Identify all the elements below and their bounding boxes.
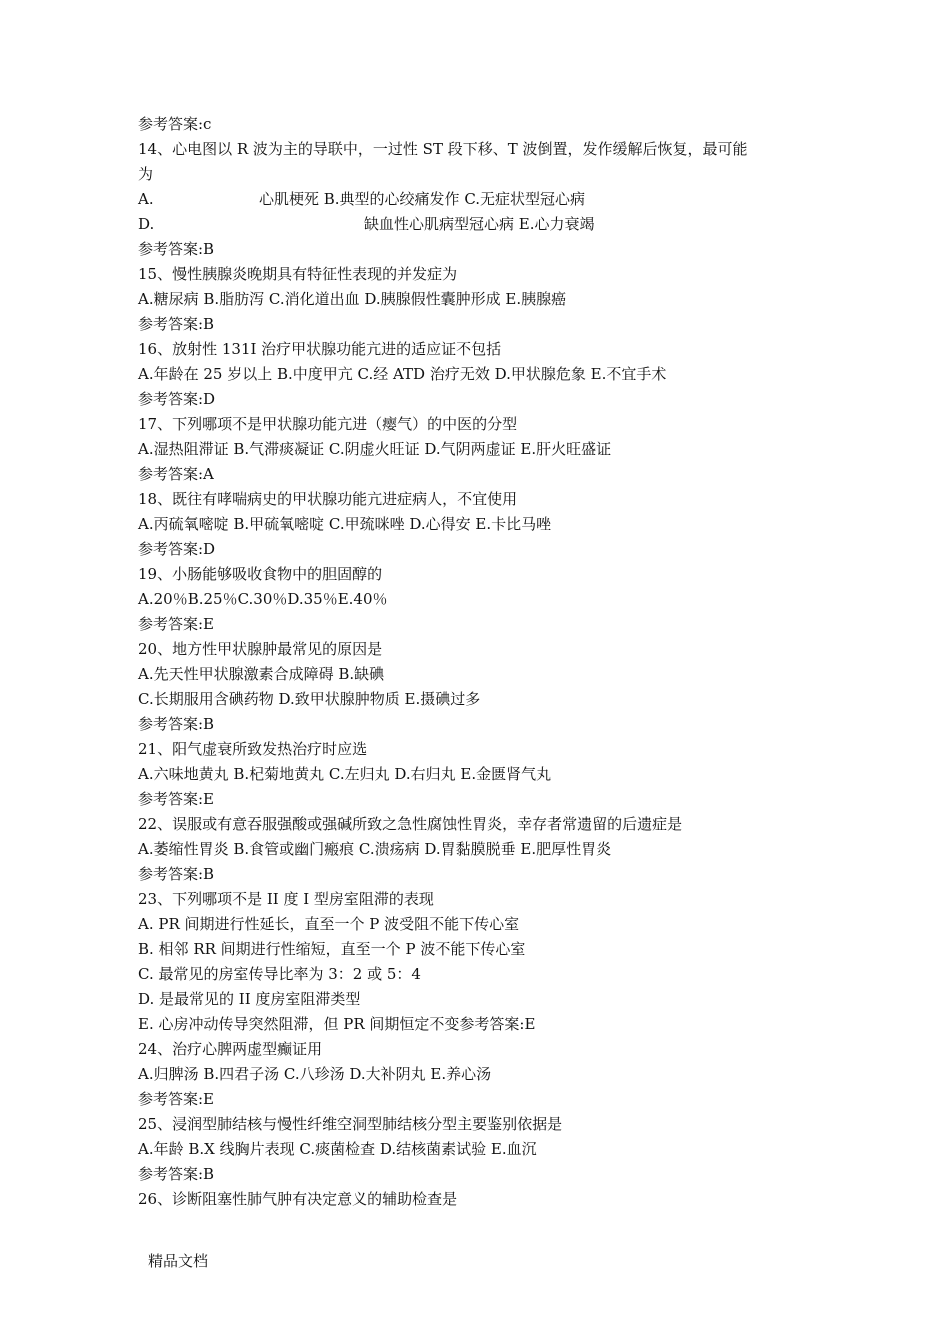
- footer-watermark: 精品文档: [148, 1252, 209, 1270]
- question-23-option-e: E. 心房冲动传导突然阻滞，但 PR 间期恒定不变参考答案:E: [138, 1015, 536, 1033]
- question-17-options: A.湿热阻滞证 B.气滞痰凝证 C.阴虚火旺证 D.气阴两虚证 E.肝火旺盛证: [138, 440, 612, 458]
- question-18-options: A.丙硫氧嘧啶 B.甲硫氧嘧啶 C.甲巯咪唑 D.心得安 E.卡比马唑: [138, 515, 552, 533]
- answer-line: 参考答案:D: [138, 390, 216, 408]
- question-16-options: A.年龄在 25 岁以上 B.中度甲亢 C.经 ATD 治疗无效 D.甲状腺危象 E.不宜手术: [138, 365, 667, 383]
- question-14-options-a: [138, 187, 818, 212]
- question-23-option-c: C. 最常见的房室传导比率为 3：2 或 5：4: [138, 965, 421, 983]
- question-24: 24、治疗心脾两虚型癫证用: [138, 1040, 323, 1058]
- answer-line: 参考答案:B: [138, 315, 215, 333]
- question-23-option-a: A. PR 间期进行性延长，直至一个 P 波受阻不能下传心室: [138, 915, 520, 933]
- question-21-options: A.六味地黄丸 B.杞菊地黄丸 C.左归丸 D.右归丸 E.金匮肾气丸: [138, 765, 552, 783]
- answer-line: 参考答案:B: [138, 1165, 215, 1183]
- question-15-options: A.糖尿病 B.脂肪泻 C.消化道出血 D.胰腺假性囊肿形成 E.胰腺癌: [138, 290, 567, 308]
- question-25-options: A.年龄 B.X 线胸片表现 C.痰菌检查 D.结核菌素试验 E.血沉: [138, 1140, 537, 1158]
- question-20: 20、地方性甲状腺肿最常见的原因是: [138, 640, 383, 658]
- question-17: 17、下列哪项不是甲状腺功能亢进（瘿气）的中医的分型: [138, 415, 518, 433]
- question-14-options-d: [138, 212, 818, 237]
- answer-line: 参考答案:B: [138, 240, 215, 258]
- answer-line: 参考答案:D: [138, 540, 216, 558]
- answer-line: 参考答案:E: [138, 615, 215, 633]
- answer-line: 参考答案:c: [138, 115, 212, 133]
- question-24-options: A.归脾汤 B.四君子汤 C.八珍汤 D.大补阴丸 E.养心汤: [138, 1065, 492, 1083]
- question-15: 15、慢性胰腺炎晚期具有特征性表现的并发症为: [138, 265, 458, 283]
- question-25: 25、浸润型肺结核与慢性纤维空洞型肺结核分型主要鉴别依据是: [138, 1115, 563, 1133]
- answer-line: 参考答案:E: [138, 1090, 215, 1108]
- question-22: 22、误服或有意吞服强酸或强碱所致之急性腐蚀性胃炎，幸存者常遗留的后遗症是: [138, 815, 683, 833]
- question-14-continued: 为: [138, 165, 154, 183]
- option-text: 心肌梗死 B.典型的心绞痛发作 C.无症状型冠心病: [259, 190, 586, 208]
- question-23: 23、下列哪项不是 II 度 I 型房室阻滞的表现: [138, 890, 434, 908]
- question-20-options-2: C.长期服用含碘药物 D.致甲状腺肿物质 E.摄碘过多: [138, 690, 481, 708]
- question-26: 26、诊断阻塞性肺气肿有决定意义的辅助检查是: [138, 1190, 458, 1208]
- question-19-options: A.20％B.25％C.30％D.35％E.40％: [138, 590, 388, 608]
- option-letter: A.: [138, 190, 154, 208]
- answer-line: 参考答案:B: [138, 715, 215, 733]
- answer-line: 参考答案:B: [138, 865, 215, 883]
- question-18: 18、既往有哮喘病史的甲状腺功能亢进症病人，不宜使用: [138, 490, 518, 508]
- option-letter: D.: [138, 215, 155, 233]
- question-14: 14、心电图以 R 波为主的导联中，一过性 ST 段下移、T 波倒置，发作缓解后恢复，最可能: [138, 140, 748, 158]
- document-body: [138, 112, 818, 1212]
- question-21: 21、阳气虚衰所致发热治疗时应选: [138, 740, 368, 758]
- question-16: 16、放射性 131I 治疗甲状腺功能亢进的适应证不包括: [138, 340, 502, 358]
- question-23-option-d: D. 是最常见的 II 度房室阻滞类型: [138, 990, 361, 1008]
- question-20-options-1: A.先天性甲状腺激素合成障碍 B.缺碘: [138, 665, 385, 683]
- question-23-option-b: B. 相邻 RR 间期进行性缩短，直至一个 P 波不能下传心室: [138, 940, 526, 958]
- question-19: 19、小肠能够吸收食物中的胆固醇的: [138, 565, 383, 583]
- option-text: 缺血性心肌病型冠心病 E.心力衰竭: [364, 215, 595, 233]
- answer-line: 参考答案:A: [138, 465, 214, 483]
- answer-line: 参考答案:E: [138, 790, 215, 808]
- question-22-options: A.萎缩性胃炎 B.食管或幽门瘢痕 C.溃疡病 D.胃黏膜脱垂 E.肥厚性胃炎: [138, 840, 612, 858]
